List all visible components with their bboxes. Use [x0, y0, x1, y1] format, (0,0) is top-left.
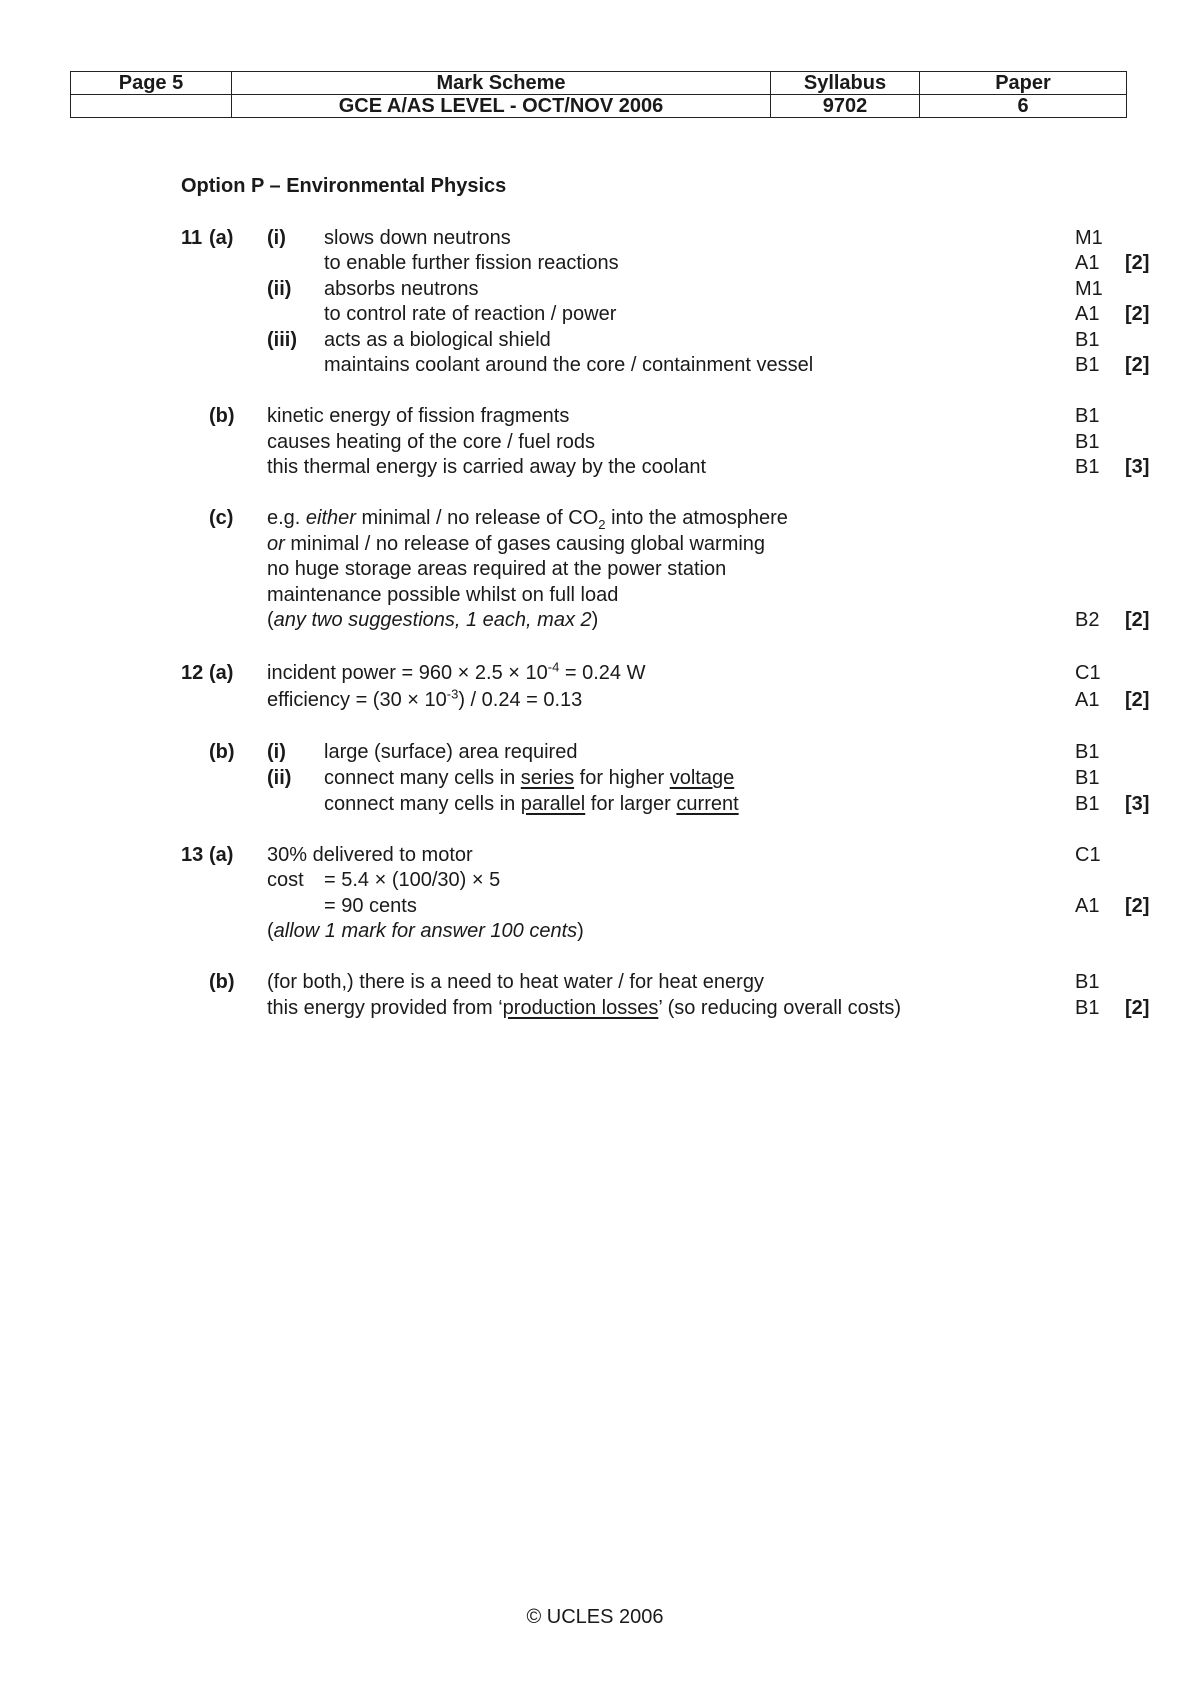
mark-code: B1 [1075, 354, 1100, 376]
mark-code: A1 [1075, 689, 1100, 711]
mark-code: B1 [1075, 405, 1100, 427]
question-number: 13 [181, 844, 204, 866]
answer-line: (any two suggestions, 1 each, max 2) [267, 609, 599, 631]
mark-code: C1 [1075, 662, 1101, 684]
mark-code: A1 [1075, 303, 1100, 325]
answer-line: acts as a biological shield [324, 329, 551, 351]
syllabus-label: Syllabus [771, 72, 920, 95]
document-title: Mark Scheme [232, 72, 771, 95]
mark-total: [2] [1125, 689, 1150, 711]
part-label: (b) [209, 741, 235, 763]
copyright-footer: © UCLES 2006 [526, 1606, 664, 1628]
answer-line: 30% delivered to motor [267, 844, 473, 866]
mark-code: A1 [1075, 252, 1100, 274]
question-number: 12 [181, 662, 204, 684]
answer-line: this thermal energy is carried away by the coolant [267, 456, 707, 478]
answer-line: large (surface) area required [324, 741, 578, 763]
answer-line: = 5.4 × (100/30) × 5 [324, 869, 501, 891]
mark-code: A1 [1075, 895, 1100, 917]
mark-code: C1 [1075, 844, 1101, 866]
mark-total: [2] [1125, 303, 1150, 325]
subpart-label: (i) [267, 741, 286, 763]
mark-total: [2] [1125, 354, 1150, 376]
answer-line: connect many cells in series for higher voltage [324, 767, 735, 789]
answer-line: to enable further fission reactions [324, 252, 619, 274]
header-table [70, 71, 1127, 118]
mark-code: B1 [1075, 741, 1100, 763]
mark-total: [2] [1125, 997, 1150, 1019]
mark-code: B1 [1075, 971, 1100, 993]
section-title: Option P – Environmental Physics [181, 175, 507, 197]
subpart-label: (ii) [267, 278, 292, 300]
answer-line: (allow 1 mark for answer 100 cents) [267, 920, 584, 942]
exam-title: GCE A/AS LEVEL - OCT/NOV 2006 [232, 95, 771, 118]
part-label: (a) [209, 662, 234, 684]
paper-label: Paper [920, 72, 1127, 95]
answer-line: efficiency = $(30 \times 10^{-3}) / 0.24 = 0.13$ [267, 686, 583, 711]
mark-total: [2] [1125, 609, 1150, 631]
blank-cell [71, 95, 232, 118]
answer-line: causes heating of the core / fuel rods [267, 431, 595, 453]
answer-line: e.g. either minimal / no release of $CO_2$ into the atmosphere [267, 507, 788, 532]
mark-code: B2 [1075, 609, 1100, 631]
part-label: (c) [209, 507, 234, 529]
syllabus-code: 9702 [771, 95, 920, 118]
paper-number: 6 [920, 95, 1127, 118]
answer-line: absorbs neutrons [324, 278, 479, 300]
answer-line: maintains coolant around the core / containment vessel [324, 354, 814, 376]
mark-code: B1 [1075, 997, 1100, 1019]
subpart-label: (i) [267, 227, 286, 249]
answer-line: no huge storage areas required at the power station [267, 558, 727, 580]
mark-total: [2] [1125, 895, 1150, 917]
question-number: 11 [181, 227, 203, 249]
answer-line: maintenance possible whilst on full load [267, 584, 619, 606]
mark-code: B1 [1075, 329, 1100, 351]
mark-total: [3] [1125, 456, 1150, 478]
answer-line: incident power = $960 \times 2.5 \times 10^{-4} = 0.24$ W [267, 659, 646, 684]
subpart-label: (iii) [267, 329, 297, 351]
mark-total: [2] [1125, 252, 1150, 274]
answer-line: slows down neutrons [324, 227, 511, 249]
mark-code: B1 [1075, 456, 1100, 478]
answer-line: (for both,) there is a need to heat water / for heat energy [267, 971, 764, 993]
answer-label: cost [267, 869, 304, 891]
part-label: (b) [209, 971, 235, 993]
answer-line: or minimal / no release of gases causing global warming [267, 533, 766, 555]
part-label: (a) [209, 844, 234, 866]
part-label: (b) [209, 405, 235, 427]
mark-code: B1 [1075, 431, 1100, 453]
mark-code: B1 [1075, 767, 1100, 789]
answer-line: to control rate of reaction / power [324, 303, 617, 325]
subpart-label: (ii) [267, 767, 292, 789]
answer-line: = 90 cents [324, 895, 417, 917]
part-label: (a) [209, 227, 234, 249]
page-label: Page 5 [71, 72, 232, 95]
mark-code: M1 [1075, 278, 1103, 300]
answer-line: kinetic energy of fission fragments [267, 405, 570, 427]
mark-code: B1 [1075, 793, 1100, 815]
answer-line: this energy provided from ‘production losses’ (so reducing overall costs) [267, 997, 902, 1019]
mark-total: [3] [1125, 793, 1150, 815]
mark-code: M1 [1075, 227, 1103, 249]
answer-line: connect many cells in parallel for larger current [324, 793, 739, 815]
